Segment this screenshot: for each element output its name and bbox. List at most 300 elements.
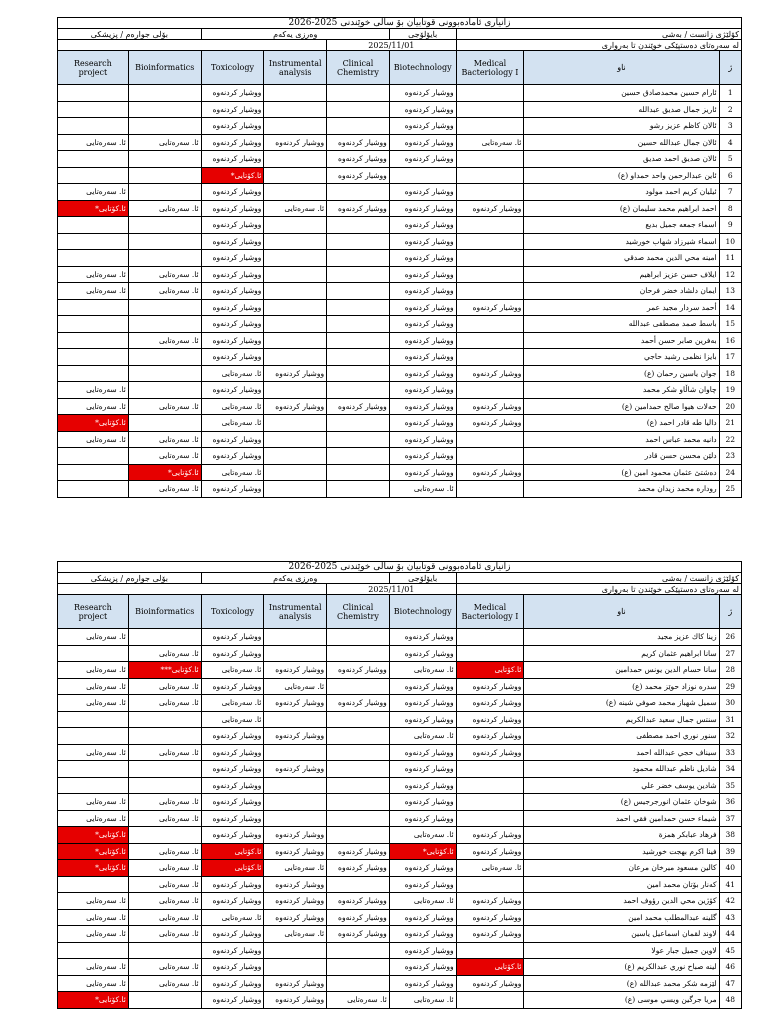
table-row <box>58 777 742 794</box>
status-cell <box>456 85 524 102</box>
status-cell: ووشیار کردنەوە <box>327 134 390 151</box>
status-cell <box>264 464 327 481</box>
status-cell <box>264 233 327 250</box>
student-name: اسماء جمعه جميل بديع <box>524 217 719 234</box>
status-cell: ووشیار کردنەوە <box>389 794 456 811</box>
table-row <box>58 349 742 366</box>
status-cell: ووشیار کردنەوە <box>327 167 390 184</box>
blank <box>58 584 327 595</box>
attendance-table-2 <box>57 561 742 1009</box>
status-cell: ووشیار کردنەوە <box>389 349 456 366</box>
status-cell <box>264 118 327 135</box>
table-row <box>58 299 742 316</box>
status-cell: ووشیار کردنەوە <box>201 184 264 201</box>
status-cell: ووشیار کردنەوە <box>201 85 264 102</box>
row-number: 14 <box>719 299 741 316</box>
status-cell: ووشیار کردنەوە <box>389 118 456 135</box>
status-cell <box>58 876 129 893</box>
status-cell: ووشیار کردنەوە <box>201 481 264 498</box>
status-cell: ووشیار کردنەوە <box>201 448 264 465</box>
status-cell <box>327 217 390 234</box>
status-cell <box>264 332 327 349</box>
status-cell: ووشیار کردنەوە <box>201 761 264 778</box>
status-cell: ئا.کۆتایی* <box>201 167 264 184</box>
row-number: 45 <box>719 942 741 959</box>
student-name: ئالان جمال عبدالله حسين <box>524 134 719 151</box>
row-number: 18 <box>719 365 741 382</box>
row-number: 23 <box>719 448 741 465</box>
row-number: 29 <box>719 678 741 695</box>
status-cell: ووشیار کردنەوە <box>389 876 456 893</box>
status-cell <box>264 711 327 728</box>
status-cell: ووشیار کردنەوە <box>327 843 390 860</box>
column-header-instr: Instrumental analysis <box>264 595 327 629</box>
row-number: 11 <box>719 250 741 267</box>
status-cell <box>128 365 201 382</box>
status-cell: ئا. سەرەتایی <box>264 200 327 217</box>
status-cell <box>327 810 390 827</box>
status-cell: ئا. سەرەتایی <box>58 810 129 827</box>
student-name: سیناف حجي عبدالله احمد <box>524 744 719 761</box>
status-cell: ووشیار کردنەوە <box>389 448 456 465</box>
stage-label: بۆلی جوارەم / پزیشکی <box>58 573 202 584</box>
table-row <box>58 101 742 118</box>
status-cell <box>264 283 327 300</box>
status-cell: ئا. سەرەتایی <box>58 134 129 151</box>
semester-label: وەرزی یەکەم <box>201 29 389 40</box>
student-name: دلێن محسن حسن قادر <box>524 448 719 465</box>
column-header-name: ناو <box>524 51 719 85</box>
status-cell: ئا. سەرەتایی <box>128 481 201 498</box>
student-name: ئاریز جمال صدیق عبدالله <box>524 101 719 118</box>
row-number: 48 <box>719 992 741 1009</box>
status-cell: ووشیار کردنەوە <box>389 810 456 827</box>
status-cell: ووشیار کردنەوە <box>201 134 264 151</box>
status-cell: ووشیار کردنەوە <box>327 909 390 926</box>
status-cell: ووشیار کردنەوە <box>389 711 456 728</box>
row-number: 21 <box>719 415 741 432</box>
table-row <box>58 909 742 926</box>
status-cell <box>456 431 524 448</box>
status-cell <box>264 101 327 118</box>
status-cell: ووشیار کردنەوە <box>389 233 456 250</box>
status-cell: ووشیار کردنەوە <box>456 975 524 992</box>
status-cell <box>128 118 201 135</box>
status-cell <box>456 167 524 184</box>
status-cell <box>58 448 129 465</box>
status-cell <box>264 431 327 448</box>
status-cell: ئا.کۆتایی* <box>58 827 129 844</box>
status-cell: ووشیار کردنەوە <box>456 926 524 943</box>
table-row <box>58 134 742 151</box>
status-cell: ووشیار کردنەوە <box>201 645 264 662</box>
status-cell <box>456 316 524 333</box>
column-header-clin-chem: Clinical Chemistry <box>327 595 390 629</box>
status-cell: ووشیار کردنەوە <box>264 662 327 679</box>
column-header-instr: Instrumental analysis <box>264 51 327 85</box>
blank <box>58 40 327 51</box>
status-cell: ئا.کۆتایی* <box>58 843 129 860</box>
student-name: ئارام حسين محمدصادق حسين <box>524 85 719 102</box>
status-cell: ووشیار کردنەوە <box>327 151 390 168</box>
column-header-tox: Toxicology <box>201 595 264 629</box>
status-cell <box>327 711 390 728</box>
status-cell <box>264 217 327 234</box>
row-number: 37 <box>719 810 741 827</box>
status-cell: ووشیار کردنەوە <box>389 283 456 300</box>
status-cell <box>264 167 327 184</box>
status-cell: ووشیار کردنەوە <box>201 810 264 827</box>
status-cell <box>456 629 524 646</box>
student-name: ئیلیان کریم احمد مولود <box>524 184 719 201</box>
status-cell: ووشیار کردنەوە <box>456 200 524 217</box>
status-cell: ووشیار کردنەوە <box>389 761 456 778</box>
table-row <box>58 876 742 893</box>
status-cell <box>327 777 390 794</box>
column-header-num: ژ <box>719 595 741 629</box>
status-cell: ئا. سەرەتایی <box>128 744 201 761</box>
status-cell: ئا. سەرەتایی <box>201 365 264 382</box>
status-cell: ووشیار کردنەوە <box>201 777 264 794</box>
table-row <box>58 942 742 959</box>
status-cell <box>327 827 390 844</box>
status-cell: ئا. سەرەتایی <box>389 992 456 1009</box>
status-cell <box>327 415 390 432</box>
status-cell <box>264 250 327 267</box>
row-number: 42 <box>719 893 741 910</box>
status-cell: ووشیار کردنەوە <box>456 299 524 316</box>
table-row <box>58 860 742 877</box>
status-cell <box>58 761 129 778</box>
status-cell: ووشیار کردنەوە <box>201 250 264 267</box>
status-cell: ئا. سەرەتایی <box>58 893 129 910</box>
status-cell <box>58 151 129 168</box>
status-cell: ووشیار کردنەوە <box>389 975 456 992</box>
status-cell <box>327 184 390 201</box>
column-header-num: ژ <box>719 51 741 85</box>
status-cell <box>327 678 390 695</box>
table-row <box>58 167 742 184</box>
status-cell <box>264 299 327 316</box>
status-cell: ئا. سەرەتایی <box>128 645 201 662</box>
status-cell: ووشیار کردنەوە <box>456 365 524 382</box>
status-cell: ووشیار کردنەوە <box>201 332 264 349</box>
status-cell <box>58 365 129 382</box>
status-cell: ووشیار کردنەوە <box>389 415 456 432</box>
status-cell <box>456 184 524 201</box>
table-row <box>58 695 742 712</box>
status-cell <box>327 645 390 662</box>
status-cell <box>128 349 201 366</box>
status-cell: ئا. سەرەتایی <box>128 794 201 811</box>
row-number: 38 <box>719 827 741 844</box>
status-cell: ووشیار کردنەوە <box>201 151 264 168</box>
status-cell: ئا. سەرەتایی <box>58 909 129 926</box>
status-cell <box>389 167 456 184</box>
status-cell: ووشیار کردنەوە <box>264 975 327 992</box>
status-cell <box>264 184 327 201</box>
status-cell: ووشیار کردنەوە <box>264 398 327 415</box>
status-cell <box>456 481 524 498</box>
status-cell <box>327 349 390 366</box>
status-cell: ووشیار کردنەوە <box>456 711 524 728</box>
status-cell: ووشیار کردنەوە <box>201 283 264 300</box>
status-cell: ئا.کۆتایی* <box>389 843 456 860</box>
college-label: کۆلێژی زانست / بەشی <box>456 29 741 40</box>
status-cell <box>327 382 390 399</box>
status-cell: ئا. سەرەتایی <box>58 744 129 761</box>
row-number: 7 <box>719 184 741 201</box>
status-cell <box>456 101 524 118</box>
status-cell <box>456 794 524 811</box>
department-name: بایۆلۆجی <box>389 573 456 584</box>
status-cell <box>327 431 390 448</box>
row-number: 19 <box>719 382 741 399</box>
column-header-research: Research project <box>58 51 129 85</box>
status-cell: ئا. سەرەتایی <box>58 398 129 415</box>
row-number: 27 <box>719 645 741 662</box>
status-cell: ووشیار کردنەوە <box>389 299 456 316</box>
status-cell: ئا.کۆتایی*** <box>128 662 201 679</box>
row-number: 40 <box>719 860 741 877</box>
status-cell <box>456 448 524 465</box>
status-cell <box>456 810 524 827</box>
status-cell: ووشیار کردنەوە <box>389 695 456 712</box>
student-name: لێزمه شكر محمد عبدالله (ع) <box>524 975 719 992</box>
table-row <box>58 926 742 943</box>
status-cell: ئا. سەرەتایی <box>58 794 129 811</box>
status-cell: ووشیار کردنەوە <box>201 678 264 695</box>
status-cell: ووشیار کردنەوە <box>264 876 327 893</box>
status-cell: ووشیار کردنەوە <box>201 629 264 646</box>
student-name: چاوان شاڵاو شکر محمد <box>524 382 719 399</box>
status-cell <box>264 415 327 432</box>
column-header-bioinf: Bioinformatics <box>128 51 201 85</box>
status-cell: ئا. سەرەتایی <box>128 909 201 926</box>
report-date: 2025/11/01 <box>327 40 456 51</box>
status-cell: ئا. سەرەتایی <box>128 843 201 860</box>
table-row <box>58 761 742 778</box>
status-cell: ئا.کۆتایی* <box>58 200 129 217</box>
row-number: 20 <box>719 398 741 415</box>
row-number: 31 <box>719 711 741 728</box>
status-cell: ووشیار کردنەوە <box>264 365 327 382</box>
status-cell: ووشیار کردنەوە <box>327 662 390 679</box>
status-cell: ووشیار کردنەوە <box>389 134 456 151</box>
status-cell: ووشیار کردنەوە <box>456 728 524 745</box>
status-cell <box>58 711 129 728</box>
student-name: زينا کاك عزيز مجيد <box>524 629 719 646</box>
status-cell: ووشیار کردنەوە <box>327 860 390 877</box>
status-cell: ووشیار کردنەوە <box>456 415 524 432</box>
status-cell: ووشیار کردنەوە <box>389 151 456 168</box>
status-cell: ووشیار کردنەوە <box>389 217 456 234</box>
status-cell: ووشیار کردنەوە <box>201 299 264 316</box>
status-cell: ووشیار کردنەوە <box>201 349 264 366</box>
status-cell: ئا.کۆتایی* <box>128 464 201 481</box>
status-cell <box>327 629 390 646</box>
status-cell: ووشیار کردنەوە <box>201 926 264 943</box>
report-date: 2025/11/01 <box>327 584 456 595</box>
status-cell: ووشیار کردنەوە <box>389 909 456 926</box>
status-cell: ووشیار کردنەوە <box>389 942 456 959</box>
status-cell <box>128 942 201 959</box>
status-cell <box>327 448 390 465</box>
college-label: کۆلێژی زانست / بەشی <box>456 573 741 584</box>
status-cell: ووشیار کردنەوە <box>456 695 524 712</box>
status-cell <box>264 959 327 976</box>
status-cell: ووشیار کردنەوە <box>201 942 264 959</box>
table-row <box>58 200 742 217</box>
status-cell: ووشیار کردنەوە <box>201 893 264 910</box>
table-row <box>58 118 742 135</box>
status-cell: ووشیار کردنەوە <box>389 860 456 877</box>
row-number: 10 <box>719 233 741 250</box>
status-cell <box>456 118 524 135</box>
status-cell <box>264 942 327 959</box>
student-name: کالين مسعود ميرخان مرعان <box>524 860 719 877</box>
student-name: شوخان عثمان انورجرجيس (ع) <box>524 794 719 811</box>
status-cell: ووشیار کردنەوە <box>264 843 327 860</box>
table-row <box>58 316 742 333</box>
row-number: 39 <box>719 843 741 860</box>
row-number: 28 <box>719 662 741 679</box>
student-name: کەنار بۆتان محمد امين <box>524 876 719 893</box>
student-name: أحمد سردار مجيد عمر <box>524 299 719 316</box>
status-cell <box>264 349 327 366</box>
status-cell <box>128 184 201 201</box>
student-name: دانیه محمد عباس احمد <box>524 431 719 448</box>
status-cell: ووشیار کردنەوە <box>201 728 264 745</box>
status-cell <box>58 481 129 498</box>
student-name: سنور نوري احمد مصطفى <box>524 728 719 745</box>
row-number: 2 <box>719 101 741 118</box>
status-cell: ووشیار کردنەوە <box>456 678 524 695</box>
student-name: روداره محمد زيدان محمد <box>524 481 719 498</box>
status-cell <box>456 233 524 250</box>
column-header-med-bact: Medical Bacteriology I <box>456 595 524 629</box>
status-cell <box>456 332 524 349</box>
status-cell: ئا. سەرەتایی <box>58 431 129 448</box>
student-name: سدره نوزاد حوێز محمد (ع) <box>524 678 719 695</box>
status-cell: ئا. سەرەتایی <box>201 909 264 926</box>
status-cell <box>128 728 201 745</box>
row-number: 26 <box>719 629 741 646</box>
status-cell: ئا. سەرەتایی <box>128 860 201 877</box>
status-cell: ئا. سەرەتایی <box>389 827 456 844</box>
status-cell: ئا. سەرەتایی <box>389 481 456 498</box>
student-name: شيماء حسن حمدامين فقي احمد <box>524 810 719 827</box>
status-cell: ووشیار کردنەوە <box>389 744 456 761</box>
status-cell: ووشیار کردنەوە <box>201 975 264 992</box>
status-cell: ئا. سەرەتایی <box>128 893 201 910</box>
student-name: سميل شهباز محمد صوفي شينه (ع) <box>524 695 719 712</box>
status-cell <box>128 101 201 118</box>
status-cell: ئا. سەرەتایی <box>128 283 201 300</box>
status-cell <box>327 118 390 135</box>
status-cell: ئا. سەرەتایی <box>128 810 201 827</box>
status-cell <box>327 101 390 118</box>
student-name: باسط صمد مصطفى عبدالله <box>524 316 719 333</box>
status-cell <box>128 85 201 102</box>
status-cell <box>128 711 201 728</box>
table-row <box>58 744 742 761</box>
table-row <box>58 266 742 283</box>
row-number: 24 <box>719 464 741 481</box>
status-cell: ووشیار کردنەوە <box>327 893 390 910</box>
status-cell: ئا. سەرەتایی <box>58 926 129 943</box>
status-cell: ووشیار کردنەوە <box>201 101 264 118</box>
status-cell <box>327 332 390 349</box>
status-cell <box>128 250 201 267</box>
column-header-med-bact: Medical Bacteriology I <box>456 51 524 85</box>
status-cell: ئا. سەرەتایی <box>389 893 456 910</box>
status-cell <box>264 481 327 498</box>
status-cell: ئا. سەرەتایی <box>201 398 264 415</box>
status-cell <box>58 118 129 135</box>
table-row <box>58 728 742 745</box>
row-number: 22 <box>719 431 741 448</box>
status-cell: ئا.کۆتایی <box>201 860 264 877</box>
status-cell: ووشیار کردنەوە <box>389 250 456 267</box>
status-cell <box>264 810 327 827</box>
attendance-table-1 <box>57 17 742 498</box>
status-cell: ئا.کۆتایی* <box>58 992 129 1009</box>
table-row <box>58 893 742 910</box>
student-name: فرهاد عبابكر همزة <box>524 827 719 844</box>
status-cell <box>264 382 327 399</box>
status-cell: ئا. سەرەتایی <box>58 975 129 992</box>
row-number: 25 <box>719 481 741 498</box>
status-cell: ئا. سەرەتایی <box>201 415 264 432</box>
status-cell: ئا. سەرەتایی <box>58 678 129 695</box>
status-cell <box>128 415 201 432</box>
row-number: 15 <box>719 316 741 333</box>
row-number: 8 <box>719 200 741 217</box>
status-cell: ووشیار کردنەوە <box>389 365 456 382</box>
status-cell <box>327 233 390 250</box>
status-cell <box>58 217 129 234</box>
status-cell: ووشیار کردنەوە <box>327 398 390 415</box>
row-number: 6 <box>719 167 741 184</box>
row-number: 16 <box>719 332 741 349</box>
status-cell: ئا. سەرەتایی <box>58 959 129 976</box>
department-name: بایۆلۆجی <box>389 29 456 40</box>
row-number: 47 <box>719 975 741 992</box>
status-cell <box>327 299 390 316</box>
status-cell <box>456 942 524 959</box>
table-row <box>58 184 742 201</box>
status-cell: ئا.کۆتایی* <box>58 860 129 877</box>
status-cell: ووشیار کردنەوە <box>327 200 390 217</box>
row-number: 1 <box>719 85 741 102</box>
status-cell: ووشیار کردنەوە <box>456 744 524 761</box>
status-cell <box>456 283 524 300</box>
status-cell <box>327 975 390 992</box>
status-cell: ووشیار کردنەوە <box>389 398 456 415</box>
period-label: لە سەرەتای دەستپێکی خوێندن تا بەرواری <box>456 40 741 51</box>
row-number: 5 <box>719 151 741 168</box>
status-cell: ووشیار کردنەوە <box>201 266 264 283</box>
status-cell: ووشیار کردنەوە <box>389 382 456 399</box>
status-cell: ئا. سەرەتایی <box>128 876 201 893</box>
status-cell: ئا. سەرەتایی <box>58 283 129 300</box>
status-cell: ووشیار کردنەوە <box>389 678 456 695</box>
status-cell: ئا. سەرەتایی <box>456 134 524 151</box>
status-cell <box>456 382 524 399</box>
status-cell: ئا. سەرەتایی <box>264 860 327 877</box>
status-cell <box>58 167 129 184</box>
